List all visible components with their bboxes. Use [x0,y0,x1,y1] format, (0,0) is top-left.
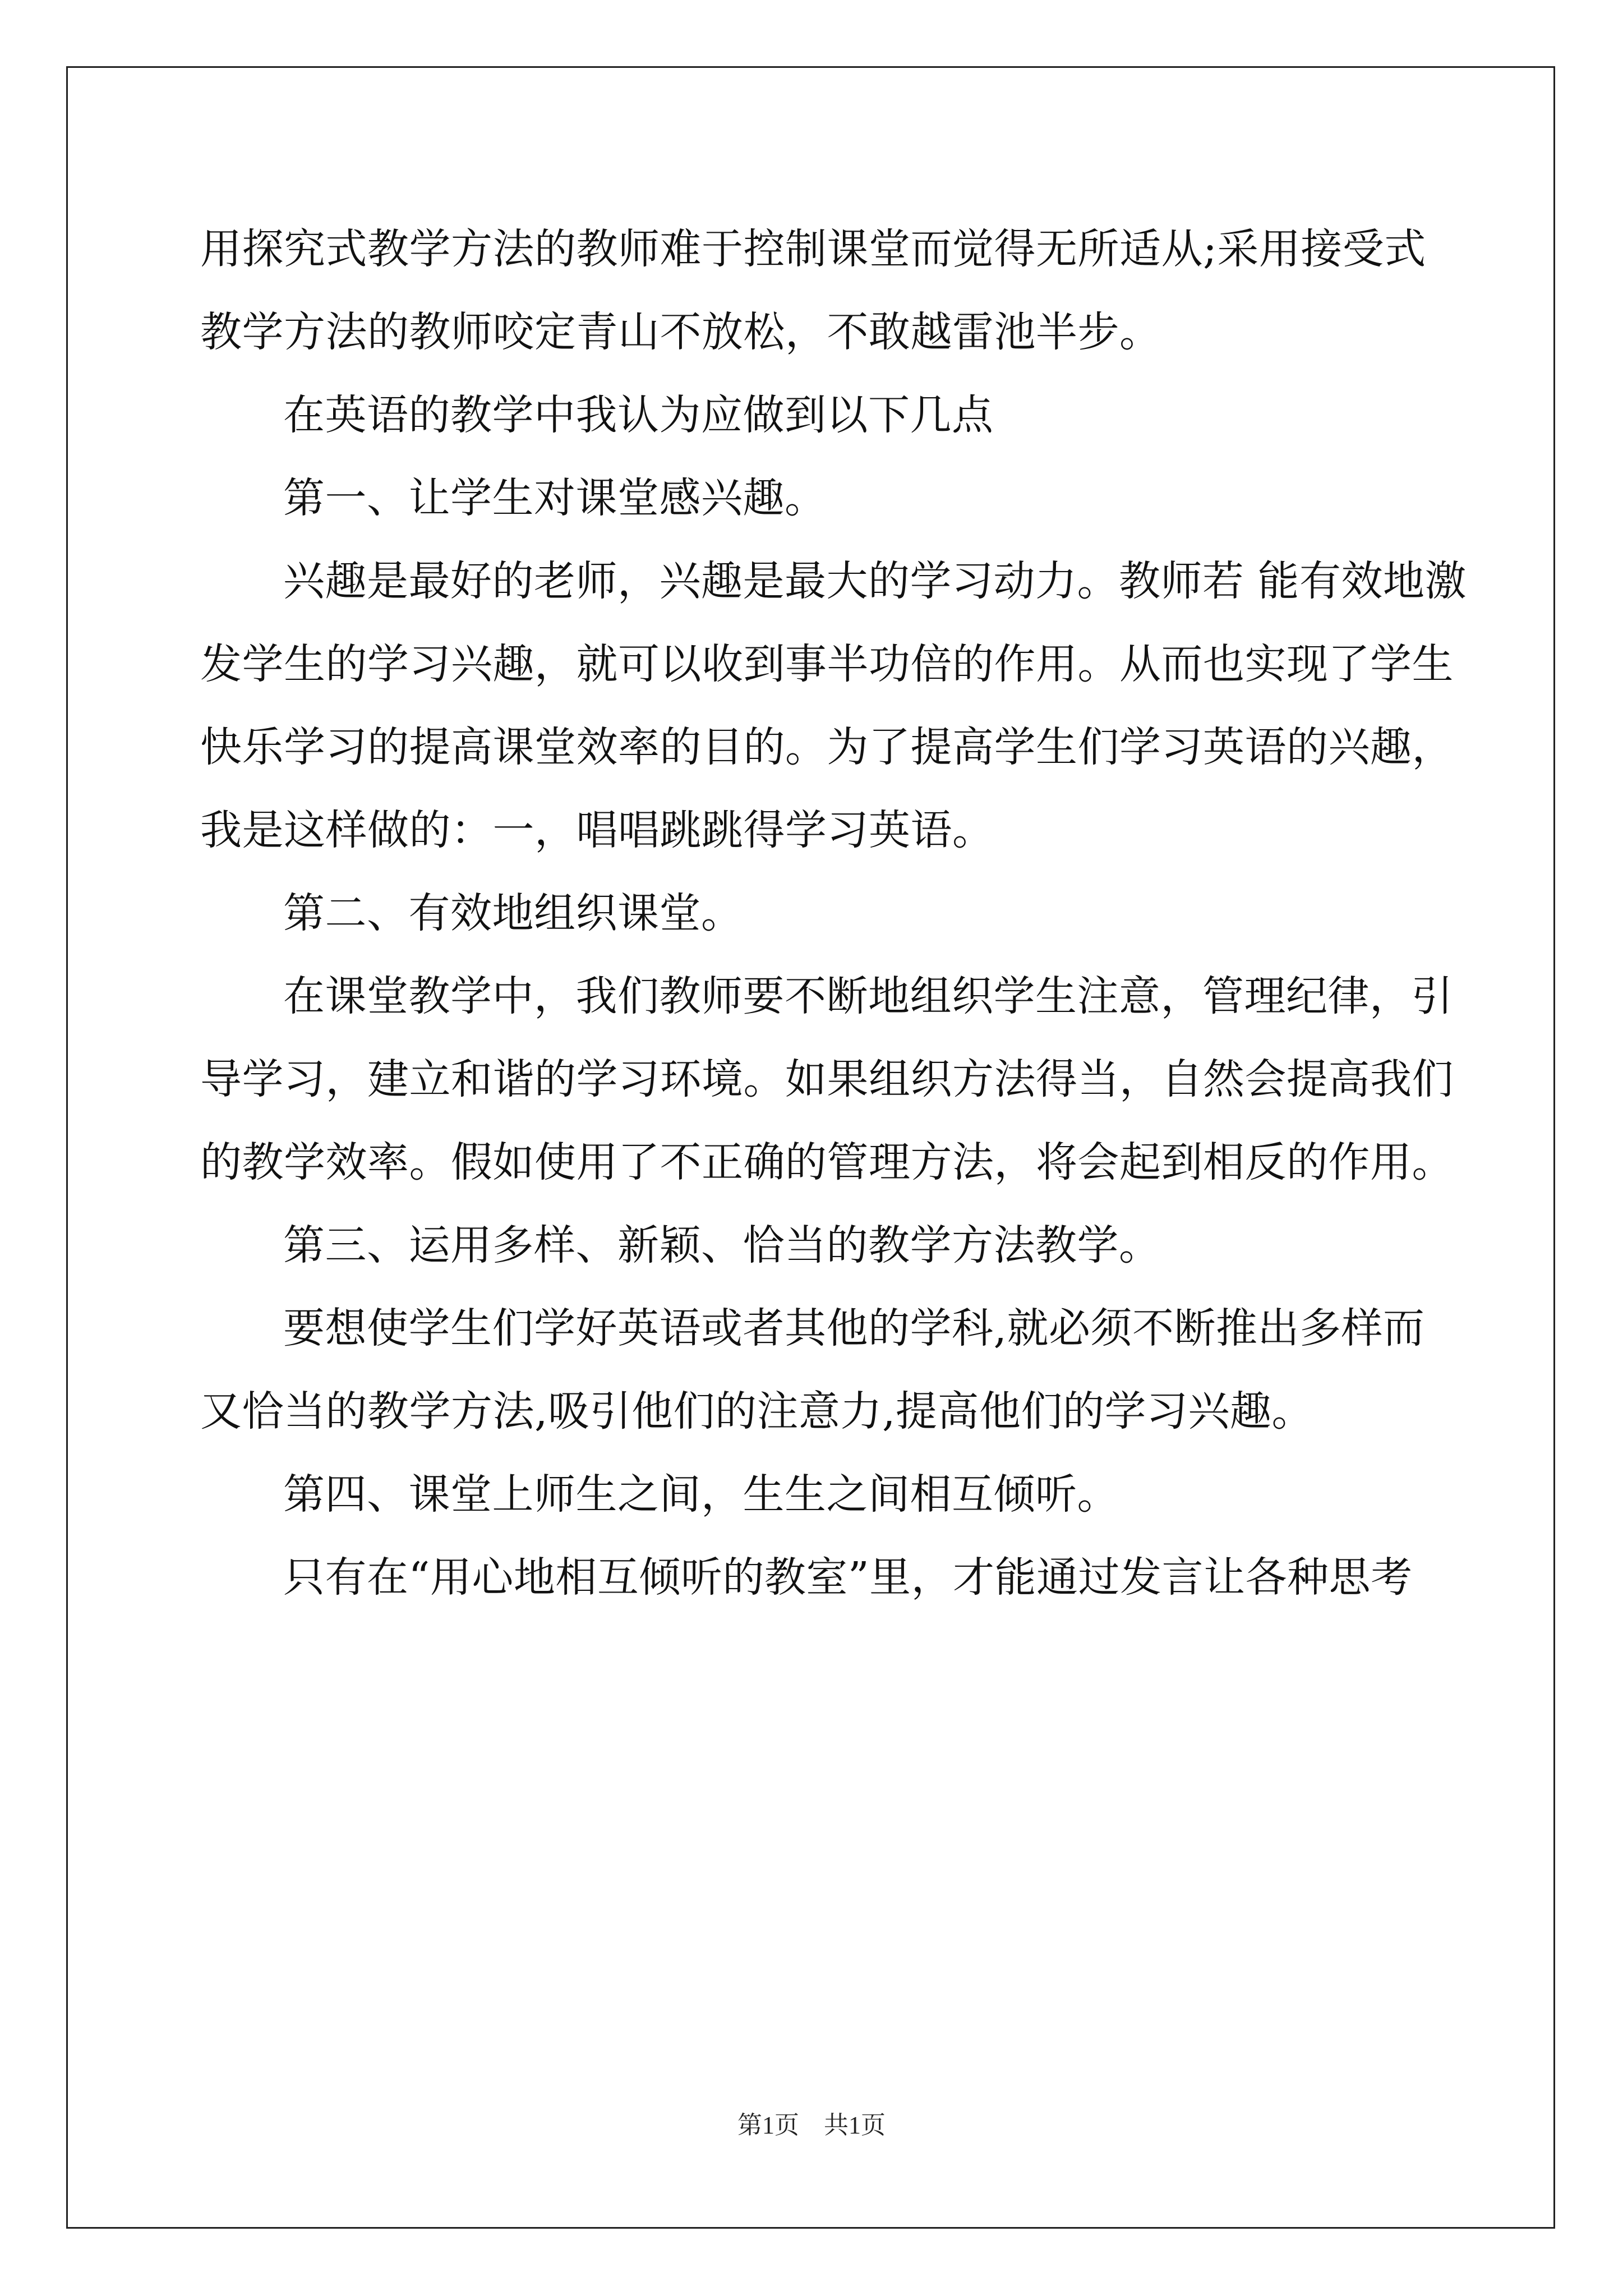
section-heading: 第一、让学生对课堂感兴趣。 [283,474,827,522]
text-line: 用探究式教学方法的教师难于控制课堂而觉得无所适从;采用接受式 [200,225,1426,273]
text-line: 发学生的学习兴趣，就可以收到事半功倍的作用。从而也实现了学生 [200,640,1454,688]
text-line: 我是这样做的：一，唱唱跳跳得学习英语。 [200,806,994,854]
text-line: 又恰当的教学方法,吸引他们的注意力,提高他们的学习兴趣。 [200,1387,1314,1435]
paragraph-line: 只有在“用心地相互倾听的教室”里，才能通过发言让各种思考 [283,1553,1413,1602]
paragraph-line: 在课堂教学中，我们教师要不断地组织学生注意，管理纪律，引 [283,972,1453,1020]
document-body [200,208,1467,1619]
section-heading: 第三、运用多样、新颖、恰当的教学方法教学。 [283,1221,1161,1269]
paragraph-line: 兴趣是最好的老师，兴趣是最大的学习动力。教师若 能有效地激 [283,557,1467,605]
section-heading: 第二、有效地组织课堂。 [283,889,743,937]
text-line: 的教学效率。假如使用了不正确的管理方法，将会起到相反的作用。 [200,1138,1454,1186]
text-line: 教学方法的教师咬定青山不放松，不敢越雷池半步。 [200,308,1161,356]
paragraph-line: 要想使学生们学好英语或者其他的学科,就必须不断推出多样而 [283,1304,1425,1352]
paragraph-line: 在英语的教学中我认为应做到以下几点 [283,391,994,439]
section-heading: 第四、课堂上师生之间，生生之间相互倾听。 [283,1470,1119,1519]
text-line: 导学习，建立和谐的学习环境。如果组织方法得当，自然会提高我们 [200,1055,1454,1103]
text-line: 快乐学习的提高课堂效率的目的。为了提高学生们学习英语的兴趣， [200,723,1454,771]
page-footer: 第1页 共1页 [737,2111,886,2139]
